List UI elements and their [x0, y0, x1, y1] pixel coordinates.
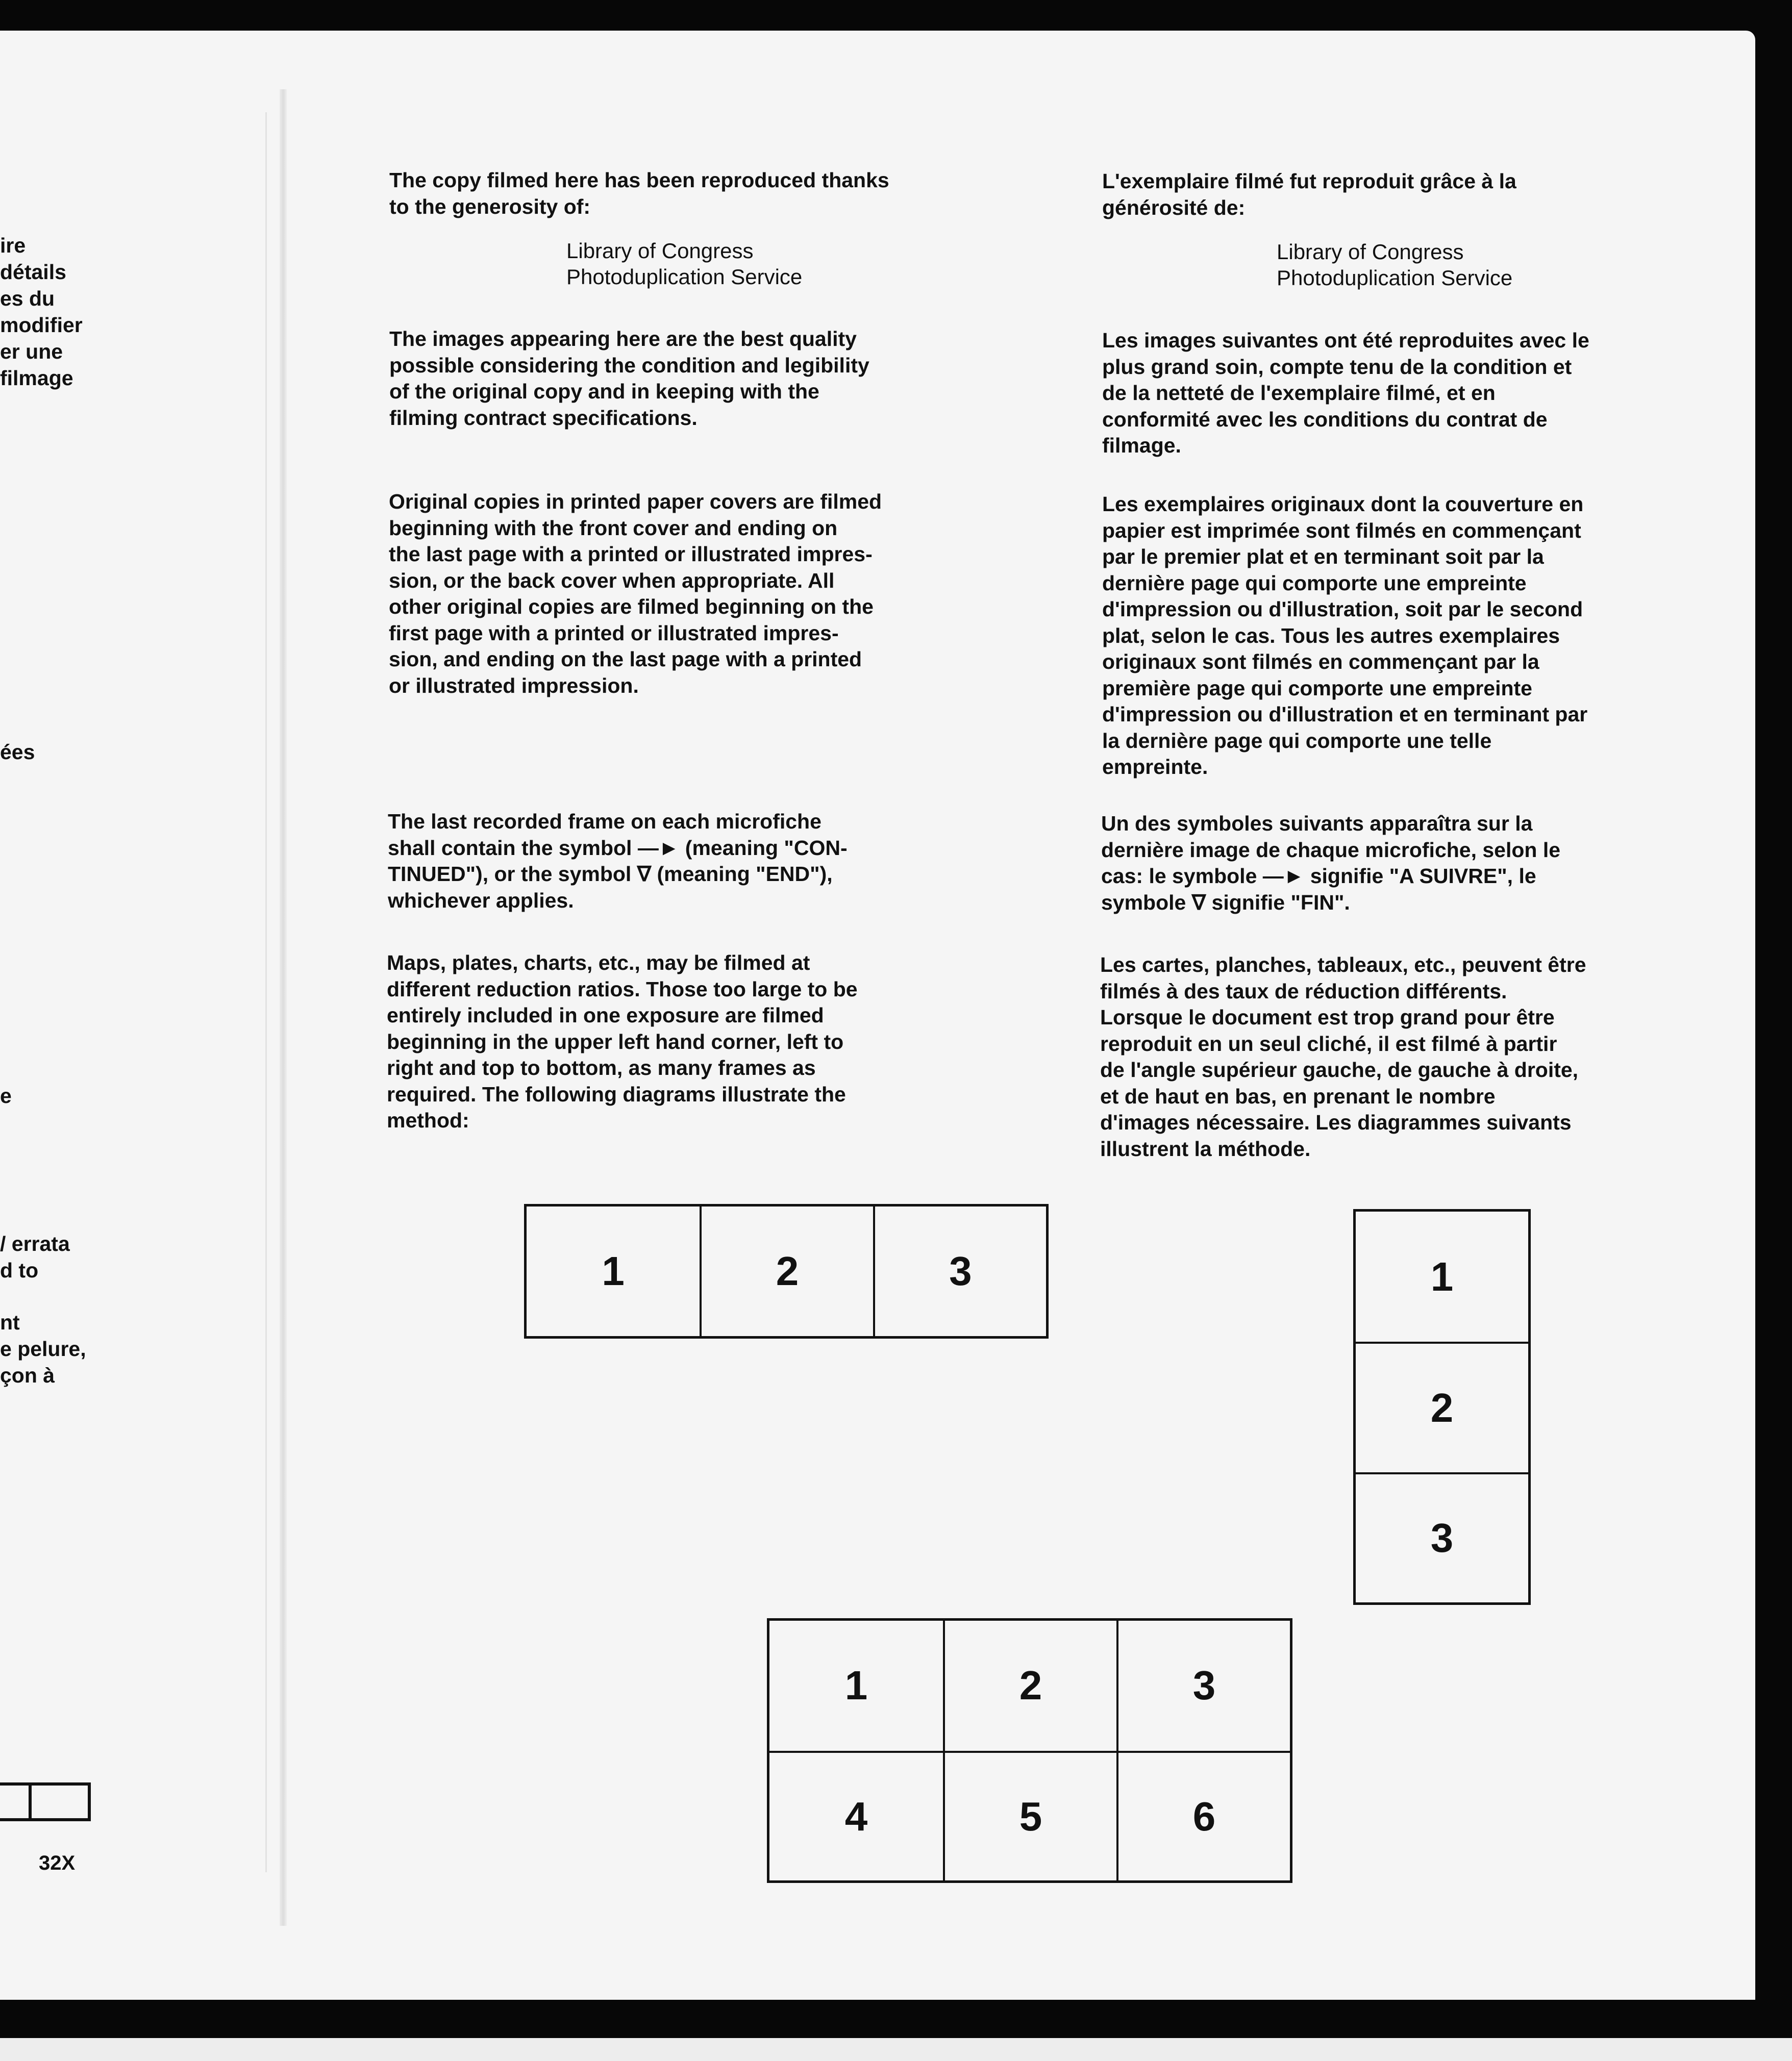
- diagram-frame: 3: [1356, 1472, 1528, 1602]
- page-fold-line: [265, 112, 267, 1872]
- diagram-frame: 2: [700, 1207, 873, 1336]
- french-quality-paragraph: Les images suivantes ont été reproduites avec le plus grand soin, compte tenu de la condition et de la netteté de l'exemplaire filmé, et en conformité avec les conditions du contrat de filmage.: [1102, 329, 1589, 457]
- diagram-frame: 3: [873, 1207, 1046, 1336]
- left-margin-fragment: nt e pelure, çon à: [0, 1311, 86, 1387]
- english-maps-paragraph: Maps, plates, charts, etc., may be filmed at different reduction ratios. Those too large to be entirely included in one exposure are filmed beginning in the upper left hand corner, left to right and top to bottom, as many frames as required. The following diagrams illustrate the method:: [387, 951, 858, 1132]
- english-intro: The copy filmed here has been reproduced thanks to the generosity of:: [389, 168, 889, 218]
- english-covers-paragraph: Original copies in printed paper covers are filmed beginning with the front cover and ending on the last page with a printed or illustrated impres- sion, or the back cover when appropriate. All other original copies are filmed beginning on the first page with a printed or illustrated impres- sion, and ending on the last page with a printed or illustrated impression.: [389, 490, 882, 697]
- diagram-frame: 5: [943, 1751, 1116, 1881]
- diagram-horizontal-frames: [524, 1204, 1049, 1339]
- french-intro: L'exemplaire filmé fut reproduit grâce à la générosité de:: [1102, 169, 1516, 219]
- diagram-frame: 1: [602, 1248, 625, 1294]
- reduction-gauge: [0, 1782, 91, 1821]
- english-quality-paragraph: The images appearing here are the best quality possible considering the condition and legibility of the original copy and in keeping with the filming contract specifications.: [389, 327, 869, 430]
- french-library-credit: Library of Congress Photoduplication Service: [1277, 240, 1513, 290]
- diagram-frame: 6: [1116, 1751, 1290, 1881]
- french-covers-paragraph: Les exemplaires originaux dont la couverture en papier est imprimée sont filmés en commençant par le premier plat et en terminant soit par la dernière page qui comporte une empreinte d'impression ou d'illustration, soit par le second plat, selon le cas. Tous les autres exemplaires originaux sont filmés en commençant par la première page qui comporte une empreinte d'impression ou d'illustration et en terminant par la dernière page qui comporte une telle empreinte.: [1102, 492, 1588, 778]
- diagram-frame: 2: [943, 1621, 1116, 1751]
- left-margin-fragment: / errata d to: [0, 1232, 70, 1282]
- english-symbols-paragraph: The last recorded frame on each microfiche shall contain the symbol —► (meaning "CON- TINUED"), or the symbol ∇ (meaning "END"), whichever applies.: [388, 810, 848, 912]
- diagram-frame: 2: [1356, 1342, 1528, 1472]
- diagram-frame: 1: [844, 1663, 868, 1708]
- english-library-credit: Library of Congress Photoduplication Service: [566, 239, 803, 289]
- diagram-frame: 1: [1430, 1253, 1454, 1299]
- left-margin-fragment: ire détails es du modifier er une filmage: [0, 234, 83, 390]
- diagram-grid-frames: [767, 1618, 1292, 1883]
- reduction-gauge-label: 32X: [39, 1852, 76, 1874]
- french-maps-paragraph: Les cartes, planches, tableaux, etc., peuvent être filmés à des taux de réduction différents. Lorsque le document est trop grand pour être reproduit en un seul cliché, il est filmé à partir de l'angle supérieur gauche, de gauche à droite, et de haut en bas, en prenant le nombre d'images nécessaire. Les diagrammes suivants illustrent la méthode.: [1100, 953, 1586, 1161]
- diagram-vertical-frames: [1353, 1209, 1531, 1605]
- left-margin-fragment: e: [0, 1084, 12, 1108]
- page-fold-shadow: [280, 89, 287, 1926]
- left-margin-fragment: ées: [0, 740, 35, 764]
- next-page-edge: [0, 2038, 1792, 2061]
- french-symbols-paragraph: Un des symboles suivants apparaîtra sur la dernière image de chaque microfiche, selon le cas: le symbole —► signifie "A SUIVRE", le symbole ∇ signifie "FIN".: [1101, 812, 1561, 914]
- diagram-frame: 3: [1116, 1621, 1290, 1751]
- diagram-frame: 4: [769, 1751, 943, 1881]
